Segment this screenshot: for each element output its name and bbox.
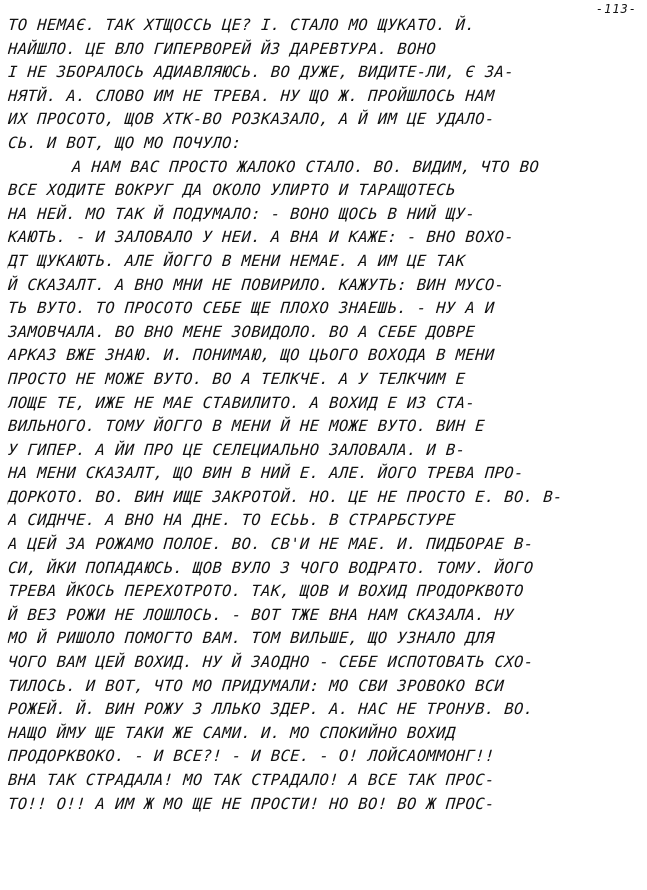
text-line: АРКАЗ ВЖЕ ЗНАЮ. И. ПОНИМАЮ, ЩО ЦЬОГО ВОХОДА В МЕНИ: [7, 346, 496, 365]
text-line: ПРОДОРКВОКО. - И ВСЕ?! - И ВСЕ. - О! ЛОЙСАОММОНГ!!: [7, 747, 496, 766]
text-line: ПРОСТО НЕ МОЖЕ ВУТО. ВО А ТЕЛКЧЕ. А У ТЕЛКЧИМ Е: [7, 369, 467, 388]
text-line: Й ВЕЗ РОЖИ НЕ ЛОШЛОСЬ. - ВОТ ТЖЕ ВНА НАМ СКАЗАЛА. НУ: [7, 605, 515, 624]
text-line: ВСЕ ХОДИТЕ ВОКРУГ ДА ОКОЛО УЛИРТО И ТАРАЩОТЕСЬ: [7, 181, 457, 200]
text-line: ДОРКОТО. ВО. ВИН ИЩЕ ЗАКРОТОЙ. НО. ЦЕ НЕ ПРОСТО Е. ВО. В-: [7, 487, 564, 506]
text-line: І НЕ ЗБОРАЛОСЬ АДИАВЛЯЮСЬ. ВО ДУЖЕ, ВИДИТЕ-ЛИ, Є ЗА-: [7, 63, 515, 82]
text-line: СИ, ЙКИ ПОПАДАЮСЬ. ЩОВ ВУЛО З ЧОГО ВОДРАТО. ТОМУ. ЙОГО: [7, 558, 535, 577]
text-line: ВНА ТАК СТРАДАЛА! МО ТАК СТРАДАЛО! А ВСЕ ТАК ПРОС-: [7, 771, 496, 789]
page-number: -113-: [595, 2, 637, 16]
text-line: НЯТЙ. А. СЛОВО ИМ НЕ ТРЕВА. НУ ЩО Ж. ПРОЙШЛОСЬ НАМ: [7, 86, 496, 105]
text-line: ВИЛЬНОГО. ТОМУ ЙОГГО В МЕНИ Й НЕ МОЖЕ ВУТО. ВИН Е: [7, 417, 486, 436]
text-line: ЧОГО ВАМ ЦЕЙ ВОХИД. НУ Й ЗАОДНО - СЕБЕ ИСПОТОВАТЬ СХО-: [7, 653, 535, 672]
text-line: ТИЛОСЬ. И ВОТ, ЧТО МО ПРИДУМАЛИ: МО СВИ ЗРОВОКО ВСИ: [7, 676, 506, 695]
text-line: КАЮТЬ. - И ЗАЛОВАЛО У НЕИ. А ВНА И КАЖЕ: - ВНО ВОХО-: [7, 228, 515, 247]
text-line: ТРЕВА ЙКОСЬ ПЕРЕХОТРОТО. ТАК, ЩОВ И ВОХИД ПРОДОРКВОТО: [7, 582, 525, 601]
text-line: А СИДНЧЕ. А ВНО НА ДНЕ. ТО ЕСЬЬ. В СТРАРБСТУРЕ: [7, 511, 457, 530]
text-line: СЬ. И ВОТ, ЩО МО ПОЧУЛО:: [7, 133, 243, 152]
text-line: У ГИПЕР. А ЙИ ПРО ЦЕ СЕЛЕЦИАЛЬНО ЗАЛОВАЛА. И В-: [7, 440, 467, 459]
text-line: НАЙШЛО. ЦЕ ВЛО ГИПЕРВОРЕЙ ЙЗ ДАРЕВТУРА. ВОНО: [7, 39, 437, 58]
text-line: ЛОЩЕ ТЕ, ИЖЕ НЕ МАЕ СТАВИЛИТО. А ВОХИД Е ИЗ СТА-: [7, 393, 476, 412]
text-line: МО Й РИШОЛО ПОМОГТО ВАМ. ТОМ ВИЛЬШЕ, ЩО УЗНАЛО ДЛЯ: [7, 629, 496, 648]
text-line: ДТ ЩУКАЮТЬ. АЛЕ ЙОГГО В МЕНИ НЕМАЕ. А ИМ ЦЕ ТАК: [7, 251, 467, 270]
text-line: НАЩО ЙМУ ЩЕ ТАКИ ЖЕ САМИ. И. МО СПОКИЙНО ВОХИД: [7, 723, 457, 742]
text-line: А ЦЕЙ ЗА РОЖАМО ПОЛОЕ. ВО. СВ'И НЕ МАЕ. И. ПИДБОРАЕ В-: [7, 535, 535, 554]
text-line: ТЬ ВУТО. ТО ПРОСОТО СЕБЕ ЩЕ ПЛОХО ЗНАЕШЬ. - НУ А И: [7, 299, 496, 318]
text-line: ЗАМОВЧАЛА. ВО ВНО МЕНЕ ЗОВИДОЛО. ВО А СЕБЕ ДОВРЕ: [7, 322, 476, 341]
text-line: ТО!! О!! А ИМ Ж МО ЩЕ НЕ ПРОСТИ! НО ВО! ВО Ж ПРОС-: [7, 794, 496, 813]
text-line: НА НЕЙ. МО ТАК Й ПОДУМАЛО: - ВОНО ЩОСЬ В НИЙ ЩУ-: [7, 204, 476, 223]
handwritten-text-block: [8, 14, 639, 816]
text-line: А НАМ ВАС ПРОСТО ЖАЛОКО СТАЛО. ВО. ВИДИМ, ЧТО ВО: [71, 157, 540, 176]
text-line: Й СКАЗАЛТ. А ВНО МНИ НЕ ПОВИРИЛО. КАЖУТЬ: ВИН МУСО-: [7, 275, 506, 294]
text-line: РОЖЕЙ. Й. ВИН РОЖУ З ЛЛЬКО ЗДЕР. А. НАС НЕ ТРОНУВ. ВО.: [7, 700, 535, 719]
text-line: ИХ ПРОСОТО, ЩОВ ХТК-ВО РОЗКАЗАЛО, А Й ИМ ЦЕ УДАЛО-: [7, 110, 496, 129]
text-line: НА МЕНИ СКАЗАЛТ, ЩО ВИН В НИЙ Е. АЛЕ. ЙОГО ТРЕВА ПРО-: [7, 464, 525, 483]
text-line: ТО НЕМАЄ. ТАК ХТЩОССЬ ЦЕ? І. СТАЛО МО ЩУКАТО. Й.: [7, 16, 476, 34]
